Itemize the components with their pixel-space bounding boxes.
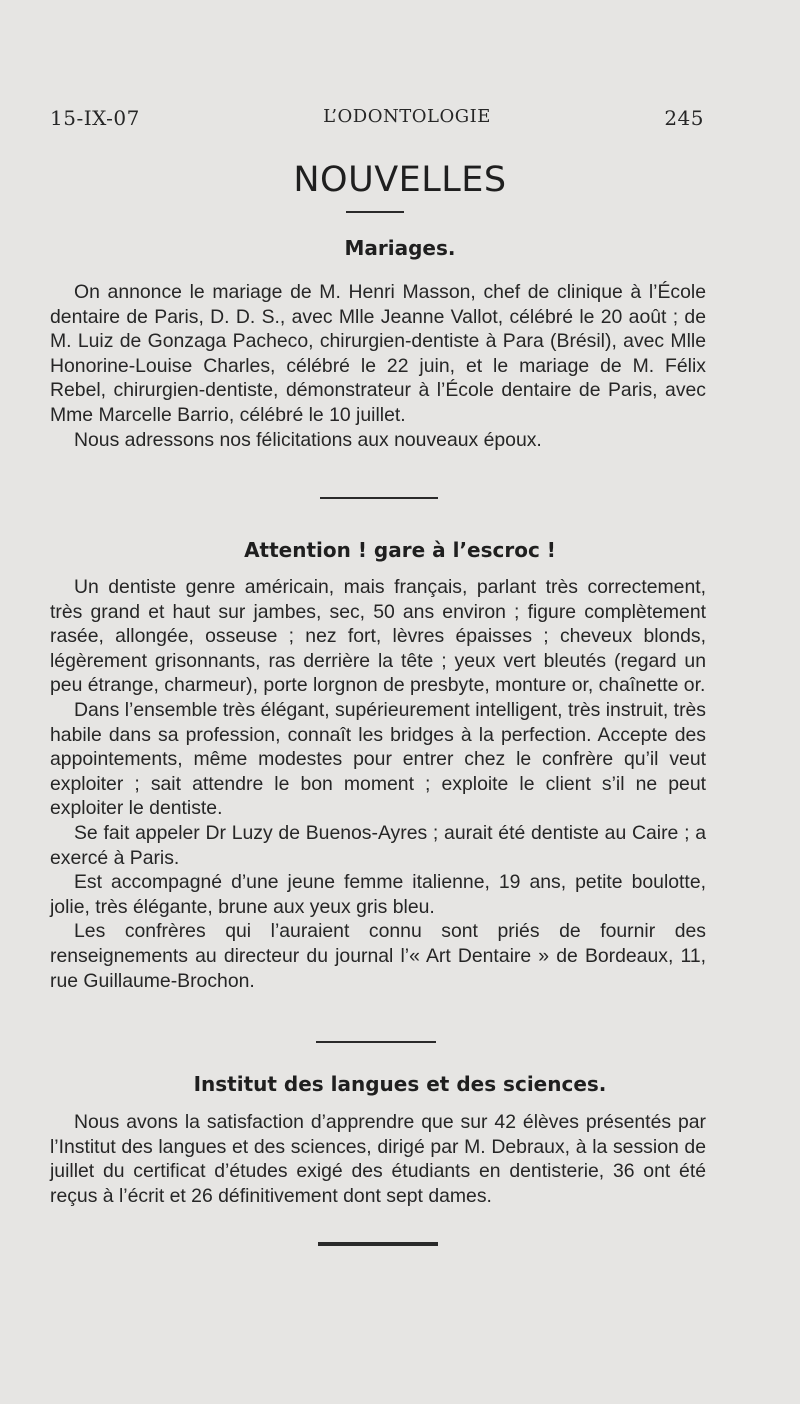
section-heading-escroc: Attention ! gare à l’escroc !	[244, 538, 556, 562]
paragraph: Un dentiste genre américain, mais français, parlant très correctement, très grand et haut sur jambes, sec, 50 ans environ ; figure complètement rasée, allongée, osseuse ; nez fort, lèvres épaisses ; cheveux blonds, légèrement grisonnants, ras derrière la tête ; yeux vert bleutés (regard un peu étrange, charmeur), porte lorgnon de presbyte, monture or, chaînette or.	[50, 576, 706, 697]
page-number: 245	[664, 106, 704, 130]
paragraph: Se fait appeler Dr Luzy de Buenos-Ayres ; aurait été dentiste au Caire ; a exercé à Paris.	[50, 821, 706, 869]
paragraph: Est accompagné d’une jeune femme italienne, 19 ans, petite boulotte, jolie, très élégante, brune aux yeux gris bleu.	[50, 871, 706, 918]
issue-date: 15-IX-07	[50, 106, 140, 130]
page-title: NOUVELLES	[293, 160, 507, 200]
section-heading-mariages: Mariages.	[344, 236, 456, 260]
paragraph: Les confrères qui l’auraient connu sont priés de fournir des renseignements au directeur du journal l’« Art Dentaire » de Bordeaux, 11, rue Guillaume-Brochon.	[50, 920, 706, 992]
section-mariages	[50, 280, 706, 452]
section-institut	[50, 1110, 706, 1208]
section-divider	[316, 1041, 436, 1043]
paragraph: Nous avons la satisfaction d’apprendre que sur 42 élèves présentés par l’Institut des langues et des sciences, dirigé par M. Debraux, à la session de juillet du certificat d’études exigé des étudiants en dentisterie, 36 ont été reçus à l’écrit et 26 définitivement dont sept dames.	[50, 1111, 706, 1207]
paragraph: Nous adressons nos félicitations aux nouveaux époux.	[74, 428, 542, 451]
paragraph: Dans l’ensemble très élégant, supérieurement intelligent, très instruit, très habile dans sa profession, connaît les bridges à la perfection. Accepte des appointements, même modestes pour entrer chez le confrère qu’il veut exploiter ; sait attendre le bon moment ; exploite le client s’il ne peut exploiter le dentiste.	[50, 698, 706, 820]
section-divider	[320, 497, 438, 499]
running-head	[50, 106, 704, 136]
section-escroc	[50, 575, 706, 993]
section-heading-institut: Institut des langues et des sciences.	[193, 1072, 607, 1096]
title-rule	[346, 211, 404, 213]
closing-rule	[318, 1242, 438, 1246]
journal-name: L’ODONTOLOGIE	[323, 106, 491, 127]
paragraph: On annonce le mariage de M. Henri Masson, chef de clinique à l’École dentaire de Paris, D. D. S., avec Mlle Jeanne Vallot, célébré le 20 août ; de M. Luiz de Gonzaga Pacheco, chirurgien-dentiste à Para (Brésil), avec Mlle Honorine-Louise Charles, célébré le 22 juin, et le mariage de M. Félix Rebel, chirurgien-dentiste, démonstrateur à l’École dentaire de Paris, avec Mme Marcelle Barrio, célébré le 10 juillet.	[50, 281, 706, 426]
